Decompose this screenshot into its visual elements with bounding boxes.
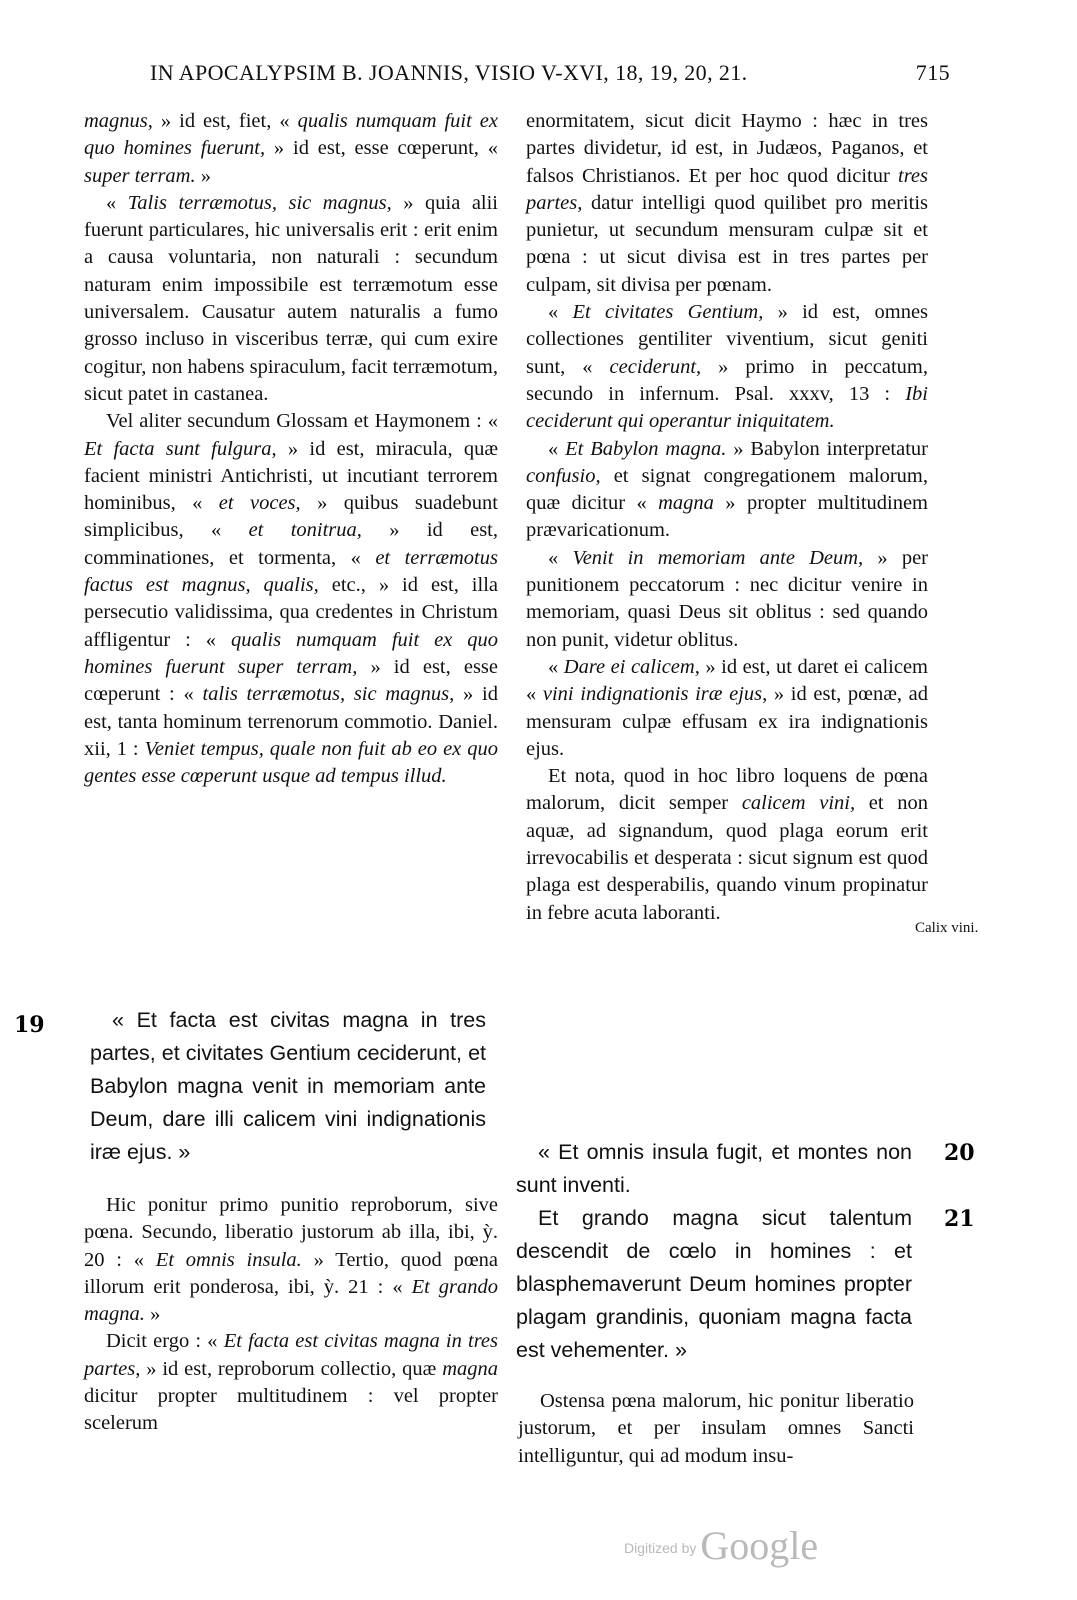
paragraph bbox=[526, 108, 928, 299]
italic-text: Et civitates Gentium, bbox=[572, 301, 764, 324]
text-run: » Babylon interpretatur bbox=[726, 437, 928, 460]
italic-text: Venit in memoriam ante Deum, bbox=[572, 546, 864, 569]
italic-text: Et omnis insula. bbox=[155, 1248, 302, 1271]
italic-text: Et facta est civitas magna in tres partes, bbox=[84, 1330, 498, 1380]
italic-text: calicem vini, bbox=[741, 792, 856, 815]
text-run: Dicit ergo : « bbox=[106, 1330, 224, 1353]
paragraph bbox=[84, 1328, 498, 1437]
italic-text: magnus, bbox=[84, 110, 153, 132]
italic-text: Et facta sunt fulgura, bbox=[84, 437, 277, 460]
running-header bbox=[150, 60, 950, 94]
left-commentary-top bbox=[84, 108, 498, 790]
italic-text: Et Babylon magna. bbox=[565, 437, 727, 460]
text-run: datur intelligi quod quilibet pro meritis punietur, ut secundum mensuram culpæ sit et pœna : ut sicut divisa est in tres partes per culpam, sit divisa per pœnam. bbox=[526, 191, 928, 296]
text-run: « bbox=[548, 437, 566, 460]
paragraph bbox=[84, 1192, 498, 1328]
text-run: » primo in peccatum, secundo in infernum. Psal. xxxv, 13 : bbox=[526, 355, 928, 405]
paragraph bbox=[526, 654, 928, 763]
text-run: » propter multitudinem prævaricationum. bbox=[526, 492, 929, 542]
paragraph bbox=[518, 1388, 914, 1470]
right-commentary-bottom bbox=[518, 1388, 914, 1470]
paragraph bbox=[526, 763, 928, 927]
italic-text: Dare ei calicem, bbox=[563, 655, 700, 678]
verse-20-21-text bbox=[516, 1136, 912, 1367]
italic-text: tres partes, bbox=[526, 164, 928, 214]
text-run: » id est, fiet, « bbox=[152, 110, 298, 132]
margin-note-calix-vini: Calix vini. bbox=[915, 920, 979, 936]
italic-text: Ibi ceciderunt qui operantur iniquitatem. bbox=[526, 382, 928, 433]
italic-text: vini indignationis iræ ejus, bbox=[542, 683, 768, 706]
text-run: » id est, ut daret ei calicem « bbox=[526, 655, 928, 706]
text-run: » Tertio, quod pœna illorum erit ponderosa, ibi, ỳ. 21 : « bbox=[84, 1248, 498, 1298]
right-commentary-top bbox=[526, 108, 928, 927]
italic-text: talis terræmotus, sic magnus, bbox=[202, 683, 455, 706]
page-number: 715 bbox=[915, 60, 950, 85]
text-run: et signat congregationem malorum, quæ dicitur « bbox=[526, 464, 928, 515]
text-run: » id est, comminationes, et tormenta, « bbox=[84, 519, 498, 569]
google-watermark bbox=[624, 1522, 818, 1569]
left-commentary-bottom bbox=[84, 1192, 498, 1438]
running-title: IN APOCALYPSIM B. JOANNIS, VISIO V-XVI, 18, 19, 20, 21. bbox=[150, 60, 748, 85]
text-run: » bbox=[144, 1303, 161, 1326]
verse-number-21: 21 bbox=[944, 1206, 975, 1232]
text-run: Hic ponitur primo punitio reproborum, sive pœna. Secundo, liberatio justorum ab illa, ibi, ỳ. 20 : « bbox=[84, 1194, 498, 1271]
verse-number-19: 19 bbox=[14, 1012, 45, 1038]
google-logo: Google bbox=[700, 1523, 819, 1568]
text-run: » id est, pœnæ, ad mensuram culpæ effusam ex ira indignationis ejus. bbox=[526, 683, 928, 760]
text-run: » bbox=[195, 164, 211, 187]
text-run: et non aquæ, ad signandum, quod plaga eorum erit irrevocabilis et desperata : sicut signum est quod plaga est desperabilis, quando vinum propinatur in febre acuta laboranti. bbox=[526, 792, 929, 924]
verse-21-paragraph: Et grando magna sicut talentum descendit de cœlo in homines : et blasphemaverunt Deum homines propter plagam grandinis, quoniam magna facta est vehementer. » bbox=[516, 1206, 912, 1362]
verse-19-text bbox=[90, 1004, 486, 1169]
italic-text: confusio, bbox=[526, 464, 601, 487]
text-run: « bbox=[548, 655, 564, 678]
verse-19-paragraph: « Et facta est civitas magna in tres partes, et civitates Gentium ceciderunt, et Babylon magna venit in memoriam ante Deum, dare illi calicem vini indignationis iræ ejus. » bbox=[90, 1008, 486, 1164]
italic-text: super terram. bbox=[84, 164, 196, 187]
paragraph bbox=[526, 436, 928, 545]
paragraph bbox=[84, 108, 498, 190]
text-run: etc., » id est, illa persecutio validissima, qua credentes in Christum affligentur : « bbox=[84, 574, 498, 651]
text-run: » id est, esse cœperunt : « bbox=[84, 655, 499, 706]
paragraph bbox=[84, 408, 498, 790]
italic-text: et voces, bbox=[218, 492, 301, 515]
verse-20-paragraph: « Et omnis insula fugit, et montes non sunt inventi. bbox=[516, 1140, 912, 1197]
text-run: Et nota, quod in hoc libro loquens de pœna malorum, dicit semper bbox=[526, 765, 928, 815]
italic-text: Talis terræmotus, sic magnus, bbox=[127, 191, 392, 214]
text-run: » id est, omnes collectiones gentiliter viventium, sicut geniti sunt, « bbox=[526, 301, 929, 378]
paragraph bbox=[526, 545, 928, 654]
text-run: « bbox=[548, 301, 573, 324]
text-run: » id est, tanta hominum terrenorum commotio. Daniel. xii, 1 : bbox=[84, 683, 498, 760]
text-run: Vel aliter secundum Glossam et Haymonem : « bbox=[106, 410, 498, 433]
text-run: « bbox=[548, 546, 573, 569]
text-run: « bbox=[106, 191, 128, 214]
italic-text: qualis numquam fuit ex quo homines fuerunt, bbox=[84, 110, 498, 160]
text-run: » quia alii fuerunt particulares, hic universalis erit : erit enim a causa voluntaria, non naturali : secundum naturam enim impossibile est terræmotum esse universalem. Causatur autem naturalis a fumo grosso incluso in visceribus terræ, qui cum exire cogitur, non habens spiraculum, facit terræmotum, sicut patet in castanea. bbox=[84, 191, 499, 405]
italic-text: magna bbox=[442, 1357, 498, 1380]
italic-text: magna bbox=[658, 492, 714, 515]
verse-number-20: 20 bbox=[944, 1140, 975, 1166]
text-run: Ostensa pœna malorum, hic ponitur liberatio justorum, et per insulam omnes Sancti intelliguntur, qui ad modum insu- bbox=[518, 1390, 914, 1467]
italic-text: et tonitrua, bbox=[248, 519, 362, 542]
text-run: » id est, reproborum collectio, quæ bbox=[140, 1357, 443, 1380]
italic-text: qualis numquam fuit ex quo homines fuerunt super terram, bbox=[84, 628, 498, 678]
italic-text: Veniet tempus, quale non fuit ab eo ex quo gentes esse cœperunt usque ad tempus illud. bbox=[84, 737, 498, 788]
italic-text: Et grando magna. bbox=[84, 1275, 498, 1326]
text-run: dicitur propter multitudinem : vel propter scelerum bbox=[84, 1385, 498, 1435]
italic-text: et terræmotus factus est magnus, qualis, bbox=[84, 546, 498, 597]
italic-text: ceciderunt, bbox=[609, 355, 702, 378]
text-run: » id est, miracula, quæ facient ministri Antichristi, ut incutiant terrorem hominibus, « bbox=[84, 437, 499, 515]
text-run: » per punitionem peccatorum : nec dicitur venire in memoriam, quasi Deus sit oblitus : sed quando non punit, videtur oblitus. bbox=[526, 546, 928, 651]
text-run: enormitatem, sicut dicit Haymo : hæc in tres partes dividetur, id est, in Judæos, Paganos, et falsos Christianos. Et per hoc quod dicitur bbox=[526, 110, 928, 187]
watermark-prefix: Digitized by bbox=[624, 1540, 697, 1556]
paragraph bbox=[84, 190, 498, 408]
paragraph bbox=[526, 299, 928, 435]
text-run: » quibus suadebunt simplicibus, « bbox=[84, 492, 498, 542]
text-run: » id est, esse cœperunt, « bbox=[265, 137, 498, 160]
